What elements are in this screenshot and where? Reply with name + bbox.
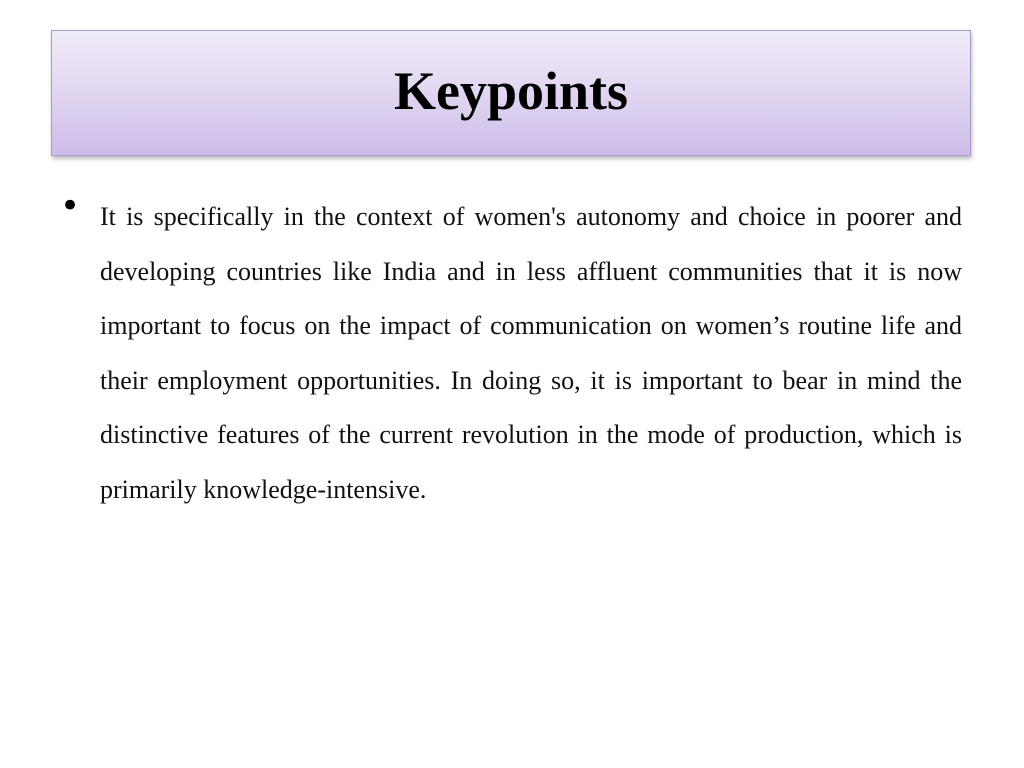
bullet-marker: • <box>60 186 81 226</box>
title-box <box>51 30 971 156</box>
slide-title: Keypoints <box>393 61 629 121</box>
bullet-text: It is specifically in the context of women's autonomy and choice in poorer and developing countries like India and in less affluent communities that it is now important to focus on the impact of communication on women’s routine life and their employment opportunities. In doing so, it is important to bear in mind the distinctive features of the current revolution in the mode of production, which is primarily knowledge‑intensive. <box>100 202 962 504</box>
